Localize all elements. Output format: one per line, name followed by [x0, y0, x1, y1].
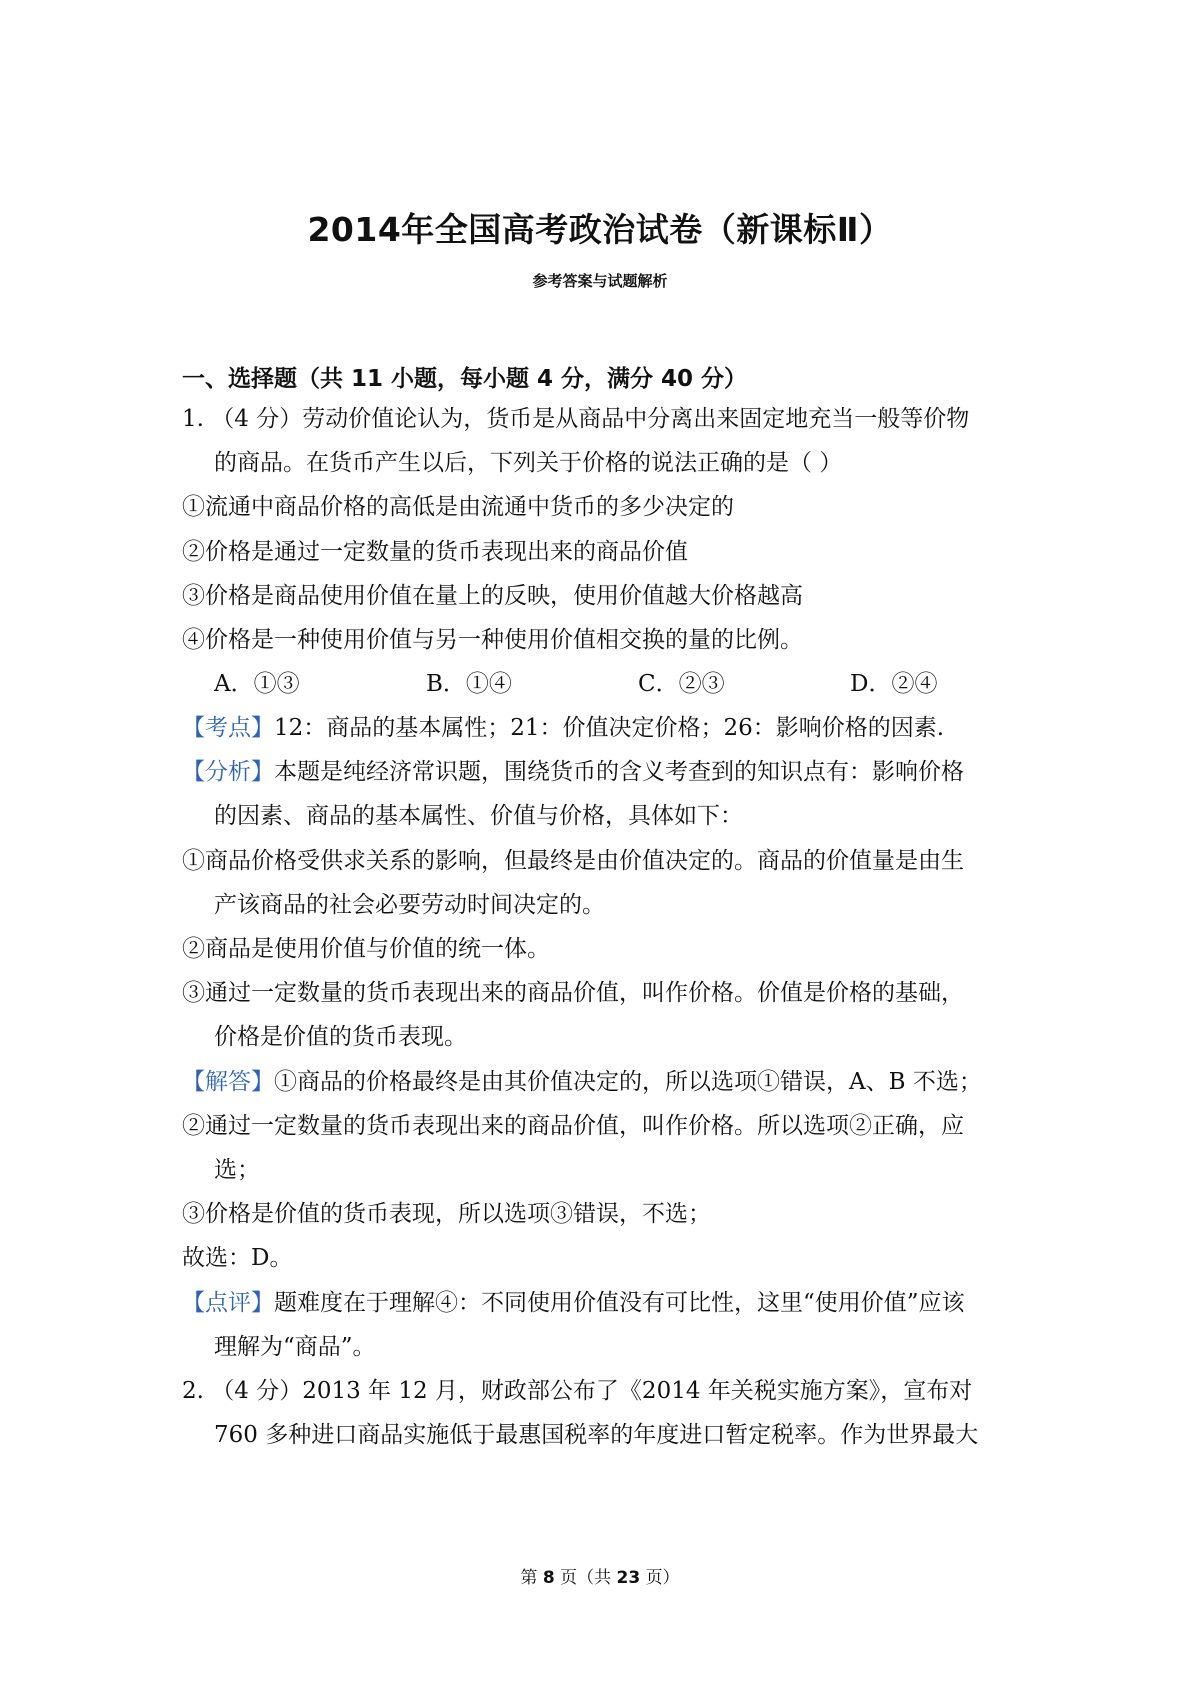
q1-fenxi-line2: 的因素、商品的基本属性、价值与价格，具体如下：	[214, 803, 743, 829]
q1-statement-2: ②价格是通过一定数量的货币表现出来的商品价值	[182, 539, 688, 565]
kaodian-label: 【考点】	[182, 715, 274, 741]
q1-fenxi	[182, 757, 964, 787]
q1-option-b: B．①④	[426, 671, 512, 697]
q1-option-d: D．②④	[850, 671, 938, 697]
footer-total-pages: 23	[616, 1568, 641, 1588]
footer-page-number: 8	[542, 1568, 555, 1588]
analysis-p2: ②商品是使用价值与价值的统一体。	[182, 936, 550, 962]
q1-options	[214, 669, 1062, 699]
q1-stem-line2: 的商品。在货币产生以后，下列关于价格的说法正确的是（ ）	[214, 450, 843, 476]
dianping-text-line1: 题难度在于理解④：不同使用价值没有可比性，这里“使用价值”应该	[274, 1290, 965, 1316]
dianping-line2: 理解为“商品”。	[214, 1334, 376, 1360]
section-heading: 一、选择题（共 11 小题，每小题 4 分，满分 40 分）	[182, 366, 748, 392]
q1-option-a: A．①③	[214, 671, 300, 697]
fenxi-text-line1: 本题是纯经济常识题，围绕货币的含义考查到的知识点有：影响价格	[274, 759, 964, 785]
answer-a2-line2: 选；	[214, 1157, 260, 1183]
footer-prefix: 第	[520, 1568, 538, 1588]
answer-a2-line1: ②通过一定数量的货币表现出来的商品价值，叫作价格。所以选项②正确，应	[182, 1113, 964, 1139]
page-title: 2014年全国高考政治试卷（新课标Ⅱ）	[307, 210, 893, 249]
q2-stem-line1: 2. （4 分）2013 年 12 月，财政部公布了《2014 年关税实施方案》，宣布对	[182, 1378, 973, 1404]
q1-statement-1: ①流通中商品价格的高低是由流通中货币的多少决定的	[182, 494, 734, 520]
answer-final: 故选：D。	[182, 1245, 293, 1271]
q1-dianping	[182, 1288, 965, 1318]
q1-jieda	[182, 1067, 982, 1097]
dianping-label: 【点评】	[182, 1290, 274, 1316]
footer-middle: 页（共	[560, 1568, 612, 1588]
q1-kaodian	[182, 713, 944, 743]
jieda-label: 【解答】	[182, 1069, 274, 1095]
q1-stem-line1: 1. （4 分）劳动价值论认为，货币是从商品中分离出来固定地充当一般等价物	[182, 406, 970, 432]
analysis-p1-line2: 产该商品的社会必要劳动时间决定的。	[214, 892, 605, 918]
jieda-text: ①商品的价格最终是由其价值决定的，所以选项①错误，A、B 不选；	[274, 1069, 982, 1095]
q1-statement-4: ④价格是一种使用价值与另一种使用价值相交换的量的比例。	[182, 627, 803, 653]
fenxi-label: 【分析】	[182, 759, 274, 785]
q2-stem-line2: 760 多种进口商品实施低于最惠国税率的年度进口暂定税率。作为世界最大	[214, 1422, 979, 1448]
analysis-p3-line1: ③通过一定数量的货币表现出来的商品价值，叫作价格。价值是价格的基础，	[182, 980, 964, 1006]
q1-statement-3: ③价格是商品使用价值在量上的反映，使用价值越大价格越高	[182, 583, 803, 609]
answer-a3: ③价格是价值的货币表现，所以选项③错误，不选；	[182, 1201, 711, 1227]
footer-suffix: 页）	[645, 1568, 680, 1588]
analysis-p3-line2: 价格是价值的货币表现。	[214, 1024, 467, 1050]
q1-option-c: C．②③	[638, 671, 725, 697]
analysis-p1-line1: ①商品价格受供求关系的影响，但最终是由价值决定的。商品的价值量是由生	[182, 848, 964, 874]
kaodian-text: 12：商品的基本属性；21：价值决定价格；26：影响价格的因素.	[274, 715, 945, 741]
page-subtitle: 参考答案与试题解析	[532, 272, 668, 290]
page-footer	[0, 1563, 1200, 1588]
